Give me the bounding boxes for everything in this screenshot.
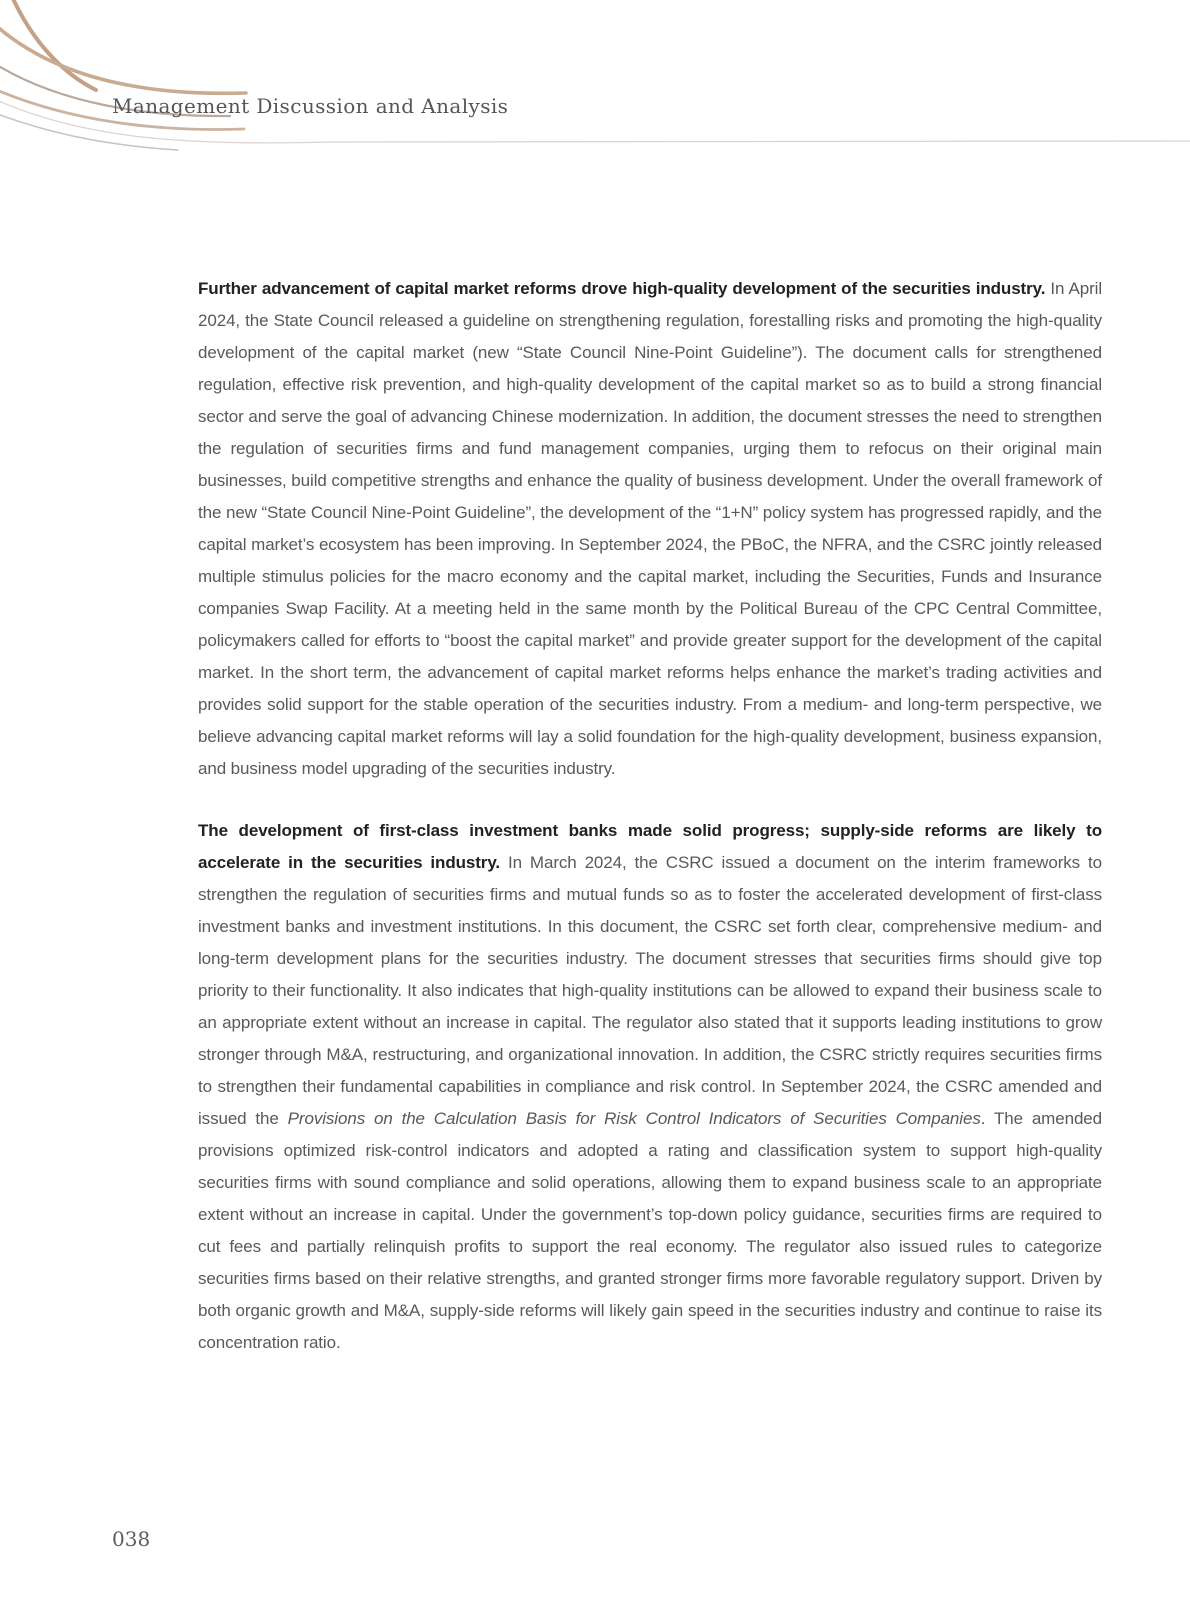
paragraph-first-class-investment-banks [198,815,1102,1359]
regulation-title-italic: Provisions on the Calculation Basis for Risk Control Indicators of Securities Companies [287,1109,981,1128]
paragraph-body-text: In March 2024, the CSRC issued a document on the interim frameworks to strengthen the regulation of securities firms and mutual funds so as to foster the accelerated development of first-class investment banks and investment institutions. In this document, the CSRC set forth clear, comprehensive medium- and long-term development plans for the securities industry. The document stresses that securities firms should give top priority to their functionality. It also indicates that high-quality institutions can be allowed to expand their business scale to an appropriate extent without an increase in capital. The regulator also stated that it supports leading institutions to grow stronger through M&A, restructuring, and organizational innovation. In addition, the CSRC strictly requires securities firms to strengthen their fundamental capabilities in compliance and risk control. In September 2024, the CSRC amended and issued the [198,853,1102,1128]
paragraph-body-text: In April 2024, the State Council released a guideline on strengthening regulation, forestalling risks and promoting the high-quality development of the capital market (new “State Council Nine-Point Guideline”). The document calls for strengthened regulation, effective risk prevention, and high-quality development of the capital market so as to build a strong financial sector and serve the goal of advancing Chinese modernization. In addition, the document stresses the need to strengthen the regulation of securities firms and fund management companies, urging them to refocus on their original main businesses, build competitive strengths and enhance the quality of business development. Under the overall framework of the new “State Council Nine-Point Guideline”, the development of the “1+N” policy system has progressed rapidly, and the capital market’s ecosystem has been improving. In September 2024, the PBoC, the NFRA, and the CSRC jointly released multiple stimulus policies for the macro economy and the capital market, including the Securities, Funds and Insurance companies Swap Facility. At a meeting held in the same month by the Political Bureau of the CPC Central Committee, policymakers called for efforts to “boost the capital market” and provide greater support for the development of the capital market. In the short term, the advancement of capital market reforms helps enhance the market’s trading activities and provides solid support for the stable operation of the securities industry. From a medium- and long-term perspective, we believe advancing capital market reforms will lay a solid foundation for the high-quality development, business expansion, and business model upgrading of the securities industry. [198,279,1102,778]
page-body [198,273,1102,1359]
paragraph-capital-market-reforms [198,273,1102,785]
page-title: Management Discussion and Analysis [112,94,509,118]
paragraph-lead-bold: The development of first-class investment banks made solid progress; supply-side reforms are likely to accelerate in the securities industry. [198,821,1102,872]
header-swoosh-decoration [0,0,1190,170]
paragraph-lead-bold: Further advancement of capital market reforms drove high-quality development of the securities industry. [198,279,1051,298]
paragraph-body-text: . The amended provisions optimized risk-control indicators and adopted a rating and classification system to support high-quality securities firms with sound compliance and solid operations, allowing them to expand business scale to an appropriate extent without an increase in capital. Under the government’s top-down policy guidance, securities firms are required to cut fees and partially relinquish profits to support the real economy. The regulator also issued rules to categorize securities firms based on their relative strengths, and granted stronger firms more favorable regulatory support. Driven by both organic growth and M&A, supply-side reforms will likely gain speed in the securities industry and continue to raise its concentration ratio. [198,1109,1103,1352]
page-number: 038 [112,1527,151,1551]
